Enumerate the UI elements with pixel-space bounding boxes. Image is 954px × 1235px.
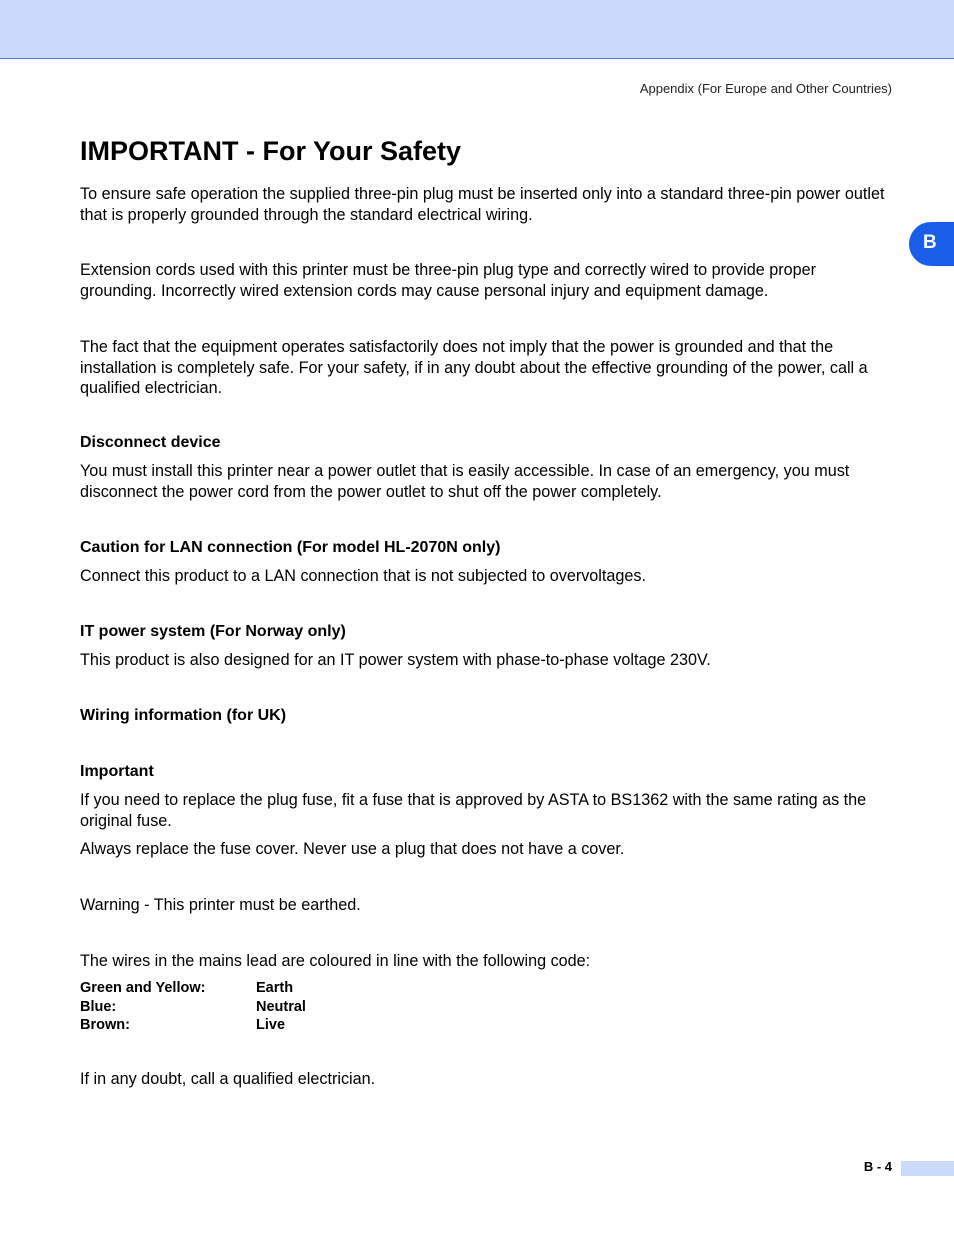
- wire-meaning: Live: [256, 1017, 286, 1033]
- chapter-tab-label: B: [923, 232, 937, 253]
- running-header: Appendix (For Europe and Other Countries): [639, 81, 892, 96]
- wire-color: Green and Yellow:: [80, 980, 206, 996]
- wire-meaning: Earth: [256, 980, 294, 996]
- heading-important: Important: [80, 763, 154, 780]
- paragraph-fuse-cover: Always replace the fuse cover. Never use a plug that does not have a cover.: [80, 840, 625, 858]
- wire-color-table: [80, 979, 306, 1035]
- heading-it-power: IT power system (For Norway only): [80, 623, 346, 640]
- paragraph-plug: To ensure safe operation the supplied three-pin plug must be inserted only into a standard three-pin power outlet that is properly grounded through the standard electrical wiring.: [80, 185, 885, 224]
- paragraph-it-power: This product is also designed for an IT power system with phase-to-phase voltage 230V.: [80, 651, 711, 669]
- paragraph-grounding: The fact that the equipment operates satisfactorily does not imply that the power is grounded and that the installation is completely safe. For your safety, if in any doubt about the effective grounding of the power, call a qualified electrician.: [80, 338, 868, 397]
- paragraph-extension-cords: Extension cords used with this printer must be three-pin plug type and correctly wired to provide proper grounding. Incorrectly wired extension cords may cause personal injury and equipment damage.: [80, 261, 817, 300]
- paragraph-lan-caution: Connect this product to a LAN connection that is not subjected to overvoltages.: [80, 567, 647, 585]
- paragraph-warning-earthed: Warning - This printer must be earthed.: [80, 896, 361, 914]
- page-title: IMPORTANT - For Your Safety: [80, 136, 462, 166]
- wire-row: [80, 1016, 306, 1035]
- paragraph-wires-intro: The wires in the mains lead are coloured in line with the following code:: [80, 952, 591, 970]
- heading-wiring-info: Wiring information (for UK): [80, 707, 287, 724]
- header-band: [0, 0, 954, 59]
- wire-meaning: Neutral: [256, 998, 306, 1015]
- footer-bar: [901, 1161, 954, 1176]
- wire-color: Brown:: [80, 1017, 130, 1033]
- heading-disconnect-device: Disconnect device: [80, 434, 221, 451]
- chapter-tab: [909, 222, 954, 266]
- paragraph-replace-fuse: If you need to replace the plug fuse, fit a fuse that is approved by ASTA to BS1362 with the same rating as the original fuse.: [80, 791, 867, 830]
- paragraph-disconnect-device: You must install this printer near a power outlet that is easily accessible. In case of an emergency, you must disconnect the power cord from the power outlet to shut off the power completely.: [80, 462, 850, 501]
- page-number: B - 4: [863, 1159, 892, 1174]
- heading-lan-caution: Caution for LAN connection (For model HL-2070N only): [80, 539, 501, 556]
- wire-row: [80, 998, 306, 1017]
- wire-row: [80, 979, 306, 998]
- wire-color: Blue:: [80, 998, 117, 1015]
- paragraph-closing: If in any doubt, call a qualified electrician.: [80, 1070, 376, 1088]
